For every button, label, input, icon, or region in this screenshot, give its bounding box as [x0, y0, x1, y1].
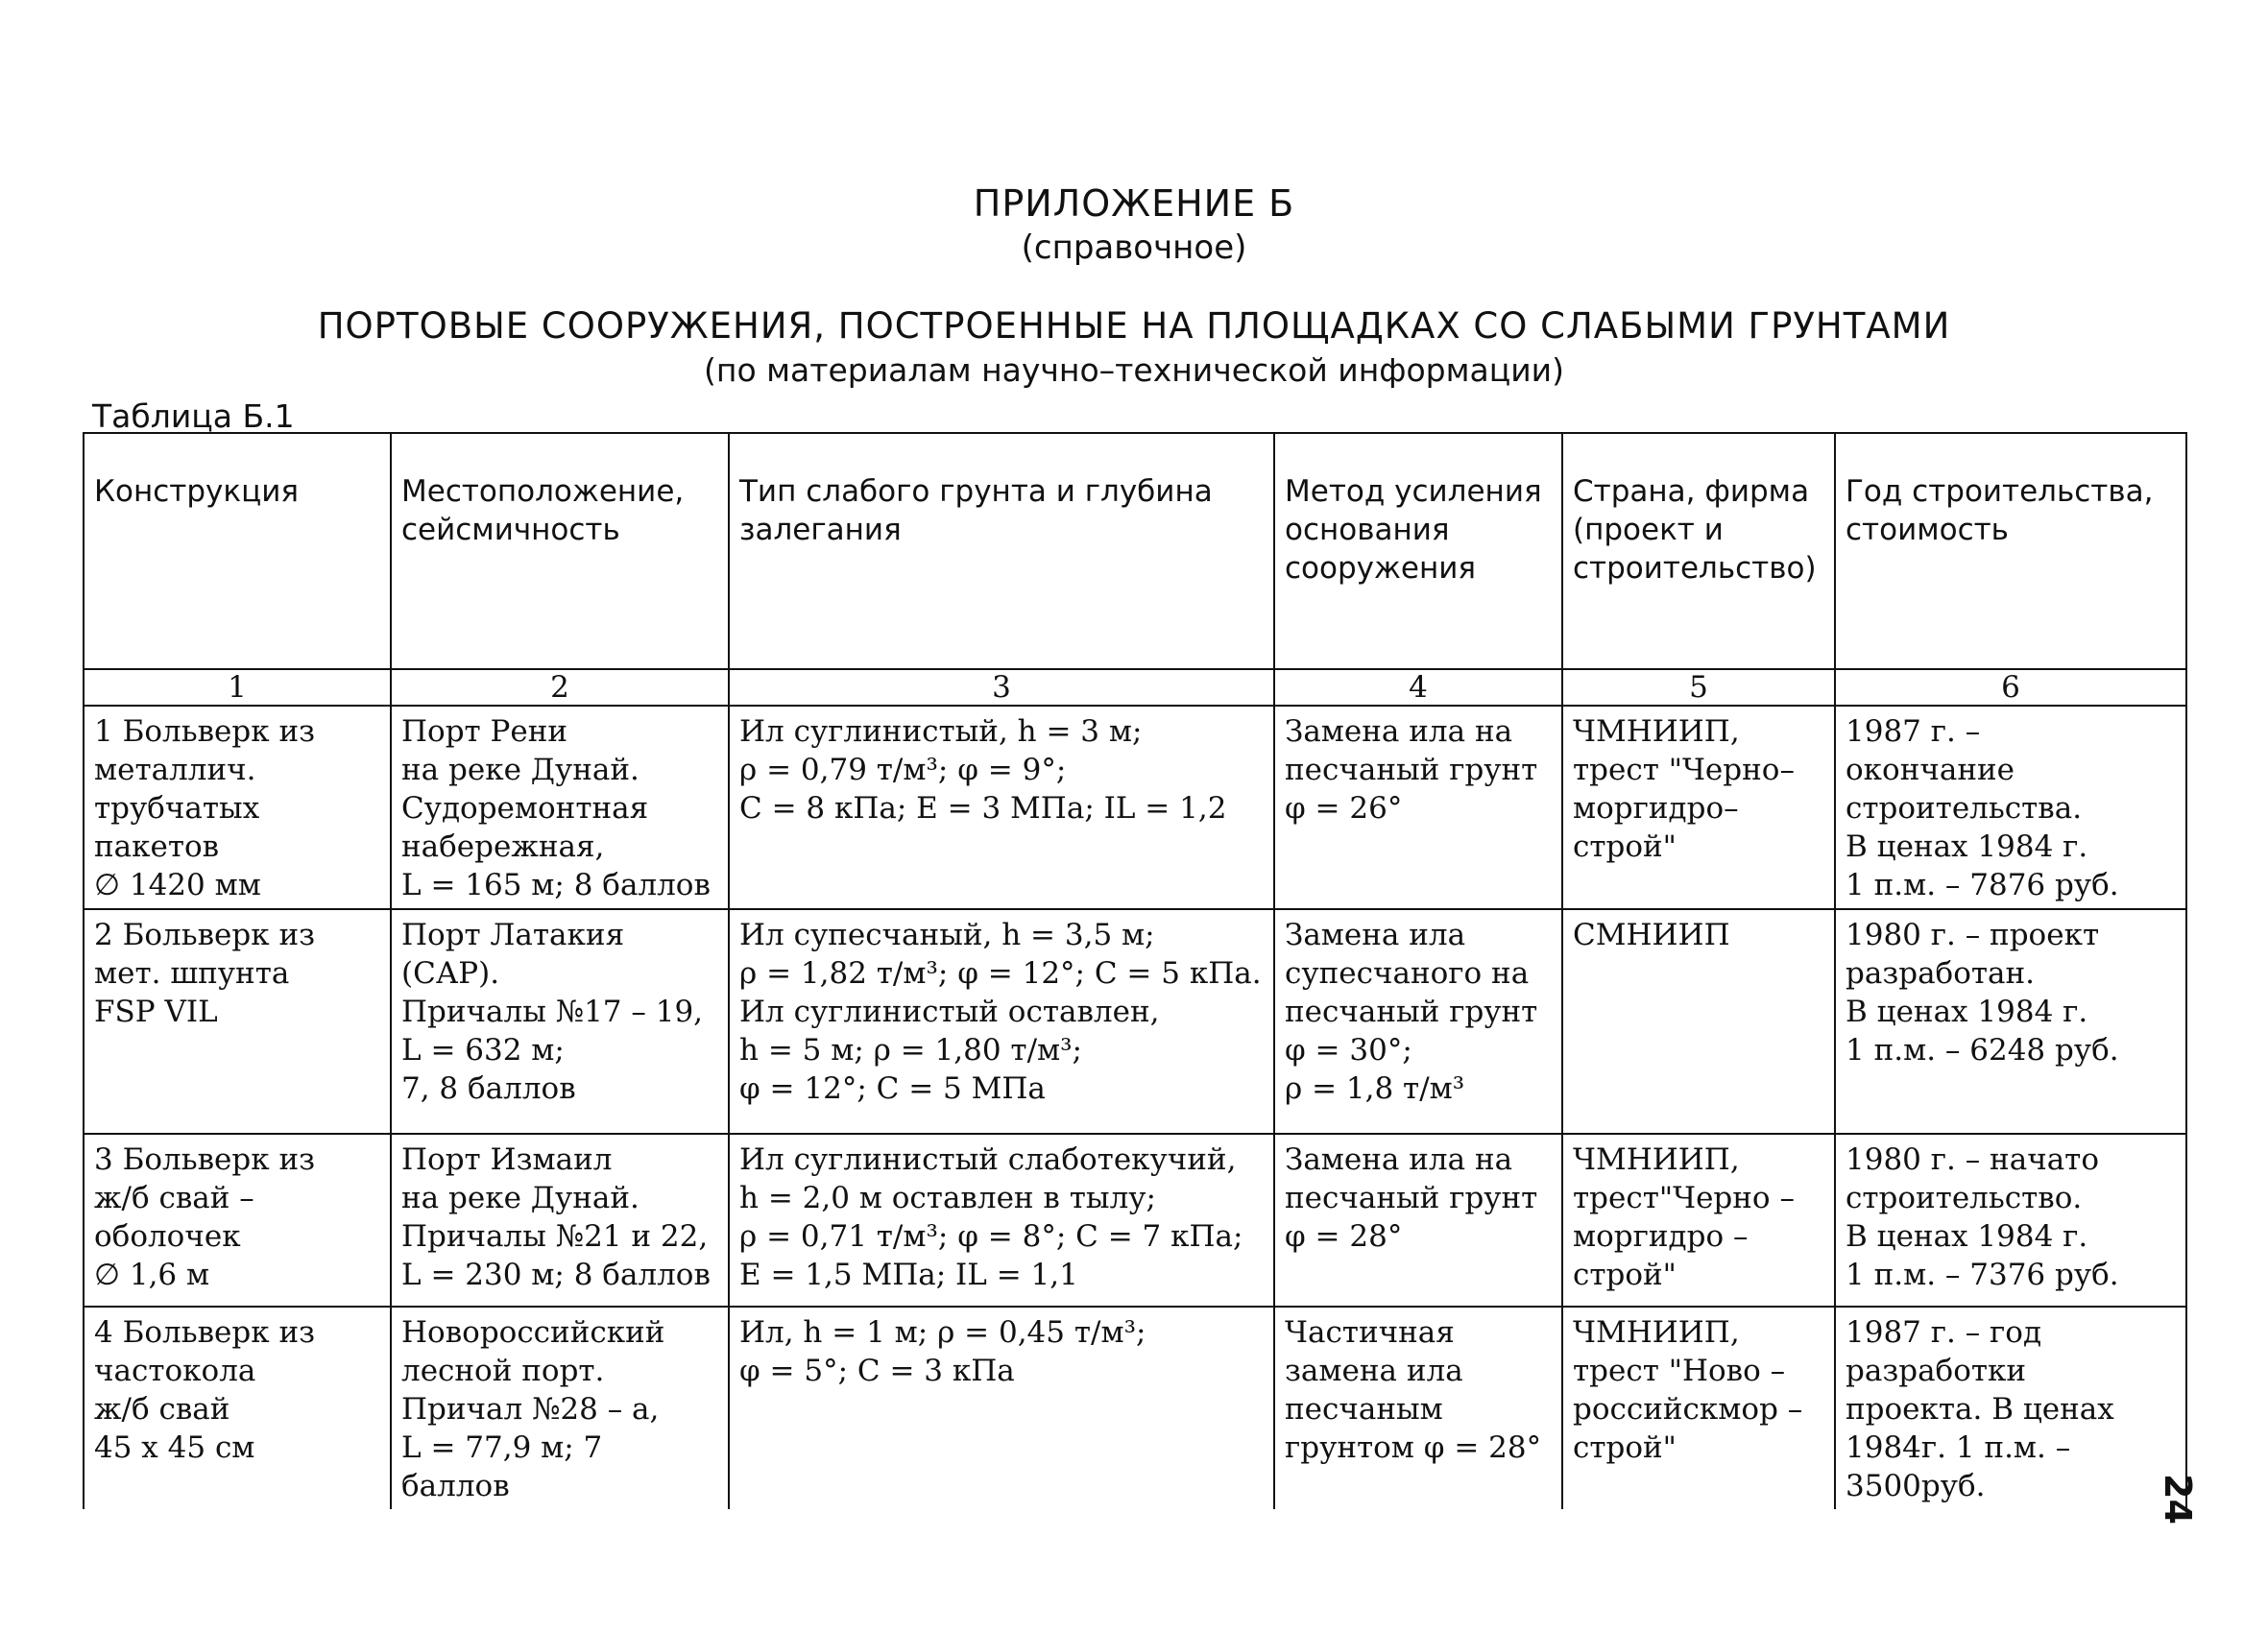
column-number: 4 — [1274, 669, 1562, 706]
table-cell: Ил супесчаный, h = 3,5 м; ρ = 1,82 т/м³; φ = 12°; С = 5 кПа. Ил суглинистый оставлен, h = 5 м; ρ = 1,80 т/м³; φ = 12°; С = 5 МПа — [729, 909, 1274, 1134]
table-row — [84, 909, 2186, 1134]
table-cell: 1 Больверк из металлич. трубчатых пакетов ∅ 1420 мм — [84, 706, 391, 909]
column-number: 1 — [84, 669, 391, 706]
header-cell-construction: Конструкция — [84, 433, 391, 669]
table-cell: Порт Рени на реке Дунай. Судоремонтная набережная, L = 165 м; 8 баллов — [391, 706, 729, 909]
table-cell: Замена ила на песчаный грунт φ = 28° — [1274, 1134, 1562, 1307]
column-number: 3 — [729, 669, 1274, 706]
table-cell: ЧМНИИП, трест "Ново – российскмор – строй" — [1562, 1307, 1835, 1509]
page-number: 24 — [2157, 1474, 2199, 1525]
table-cell: Замена ила на песчаный грунт φ = 26° — [1274, 706, 1562, 909]
header-cell-company: Страна, фирма (проект и строительство) — [1562, 433, 1835, 669]
table-cell: 3 Больверк из ж/б свай – оболочек ∅ 1,6 м — [84, 1134, 391, 1307]
table-cell: 1987 г. – окончание строительства. В ценах 1984 г. 1 п.м. – 7876 руб. — [1835, 706, 2186, 909]
table-cell: Частичная замена ила песчаным грунтом φ = 28° — [1274, 1307, 1562, 1509]
appendix-type: (справочное) — [1021, 228, 1247, 267]
table-row — [84, 706, 2186, 909]
table-cell: 1987 г. – год разработки проекта. В ценах 1984г. 1 п.м. – 3500руб. — [1835, 1307, 2186, 1509]
appendix-title: ПРИЛОЖЕНИЕ Б — [973, 182, 1295, 225]
column-number-row — [84, 669, 2186, 706]
table-header-row — [84, 433, 2186, 669]
table-cell: 1980 г. – начато строительство. В ценах 1984 г. 1 п.м. – 7376 руб. — [1835, 1134, 2186, 1307]
table-cell: ЧМНИИП, трест"Черно – моргидро – строй" — [1562, 1134, 1835, 1307]
table-cell: Порт Латакия (САР). Причалы №17 – 19, L = 632 м; 7, 8 баллов — [391, 909, 729, 1134]
table-cell: ЧМНИИП, трест "Черно– моргидро– строй" — [1562, 706, 1835, 909]
table-cell: Порт Измаил на реке Дунай. Причалы №21 и 22, L = 230 м; 8 баллов — [391, 1134, 729, 1307]
table-label: Таблица Б.1 — [92, 397, 295, 435]
table-cell: Ил суглинистый, h = 3 м; ρ = 0,79 т/м³; φ = 9°; С = 8 кПа; Е = 3 МПа; IL = 1,2 — [729, 706, 1274, 909]
table-cell: Ил, h = 1 м; ρ = 0,45 т/м³; φ = 5°; С = 3 кПа — [729, 1307, 1274, 1509]
header-cell-soil-type: Тип слабого грунта и глубина залегания — [729, 433, 1274, 669]
table-cell: 4 Больверк из частокола ж/б свай 45 х 45 см — [84, 1307, 391, 1509]
table-cell: 1980 г. – проект разработан. В ценах 1984 г. 1 п.м. – 6248 руб. — [1835, 909, 2186, 1134]
table-row — [84, 1307, 2186, 1509]
table-cell: Замена ила супесчаного на песчаный грунт φ = 30°; ρ = 1,8 т/м³ — [1274, 909, 1562, 1134]
data-table — [83, 432, 2187, 1509]
header-cell-year-cost: Год строительства, стоимость — [1835, 433, 2186, 669]
table-cell: СМНИИП — [1562, 909, 1835, 1134]
table-cell: 2 Больверк из мет. шпунта FSP VIL — [84, 909, 391, 1134]
table-cell: Новороссийский лесной порт. Причал №28 – а, L = 77,9 м; 7 баллов — [391, 1307, 729, 1509]
document-subtitle: (по материалам научно–технической информации) — [704, 351, 1564, 389]
header-cell-method: Метод усиления основания сооружения — [1274, 433, 1562, 669]
table-row — [84, 1134, 2186, 1307]
table-cell: Ил суглинистый слаботекучий, h = 2,0 м оставлен в тылу; ρ = 0,71 т/м³; φ = 8°; С = 7 кПа; Е = 1,5 МПа; IL = 1,1 — [729, 1134, 1274, 1307]
data-table-container — [83, 432, 2185, 1509]
column-number: 6 — [1835, 669, 2186, 706]
document-title: ПОРТОВЫЕ СООРУЖЕНИЯ, ПОСТРОЕННЫЕ НА ПЛОЩАДКАХ СО СЛАБЫМИ ГРУНТАМИ — [317, 305, 1951, 347]
header-cell-location: Местоположение, сейсмичность — [391, 433, 729, 669]
column-number: 5 — [1562, 669, 1835, 706]
column-number: 2 — [391, 669, 729, 706]
